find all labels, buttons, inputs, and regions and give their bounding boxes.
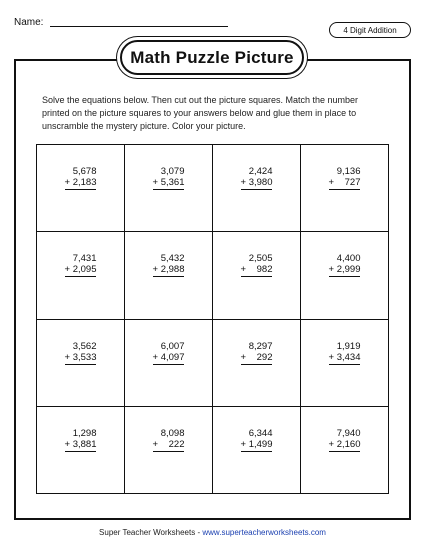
- problem-cell: [125, 145, 213, 232]
- addend-bottom: + 292: [240, 351, 273, 363]
- problem-stack: [241, 428, 273, 452]
- footer-url[interactable]: www.superteacherworksheets.com: [202, 528, 326, 537]
- addend-top: 4,400: [336, 253, 361, 265]
- problem-cell: [125, 407, 213, 494]
- problem-cell: [37, 320, 125, 407]
- addend-top: 3,079: [160, 166, 185, 177]
- addend-bottom: + 2,183: [64, 177, 97, 188]
- addend-bottom: + 982: [240, 264, 273, 276]
- addend-bottom: + 2,999: [328, 264, 361, 276]
- page-title: Math Puzzle Picture: [130, 47, 294, 67]
- problem-stack: [65, 253, 97, 277]
- addition-problem: [213, 428, 300, 452]
- problem-cell: [213, 407, 301, 494]
- addend-bottom: + 2,988: [152, 264, 185, 276]
- addition-problem: [125, 341, 212, 365]
- problem-cell: [213, 320, 301, 407]
- addend-top: 6,007: [160, 340, 185, 352]
- addend-top: 6,344: [248, 427, 273, 439]
- topic-badge: 4 Digit Addition: [329, 22, 411, 38]
- addition-problem: [301, 253, 388, 277]
- problem-stack: [153, 428, 185, 452]
- addition-problem: [213, 341, 300, 365]
- problem-stack: [329, 166, 361, 190]
- problem-cell: [301, 407, 389, 494]
- addend-bottom: + 3,881: [64, 438, 97, 450]
- name-row: [14, 17, 228, 28]
- name-label: Name:: [14, 17, 44, 28]
- addition-problem: [125, 166, 212, 190]
- addend-top: 1,919: [336, 340, 361, 352]
- problem-cell: [37, 145, 125, 232]
- problem-cell: [37, 232, 125, 319]
- problem-stack: [329, 428, 361, 452]
- addition-problem: [37, 253, 124, 277]
- addition-problem: [301, 428, 388, 452]
- addition-problem: [37, 166, 124, 190]
- problem-grid: [36, 144, 389, 494]
- problem-stack: [153, 341, 185, 365]
- addend-bottom: + 3,434: [328, 351, 361, 363]
- footer: [0, 528, 425, 537]
- addend-top: 5,432: [160, 253, 185, 265]
- addend-top: 3,562: [72, 340, 97, 352]
- problem-stack: [153, 166, 185, 190]
- problem-stack: [65, 341, 97, 365]
- problem-stack: [153, 253, 185, 277]
- addend-bottom: + 4,097: [152, 351, 185, 363]
- problem-cell: [37, 407, 125, 494]
- problem-stack: [329, 341, 361, 365]
- problem-cell: [125, 320, 213, 407]
- problem-cell: [213, 145, 301, 232]
- addend-top: 8,297: [248, 340, 273, 352]
- addend-bottom: + 2,160: [328, 438, 361, 450]
- problem-stack: [241, 253, 273, 277]
- addend-top: 2,424: [248, 166, 273, 177]
- problem-cell: [213, 232, 301, 319]
- addend-top: 7,431: [72, 253, 97, 265]
- addend-top: 9,136: [336, 166, 361, 177]
- addition-problem: [301, 341, 388, 365]
- problem-stack: [65, 166, 97, 190]
- addend-top: 2,505: [248, 253, 273, 265]
- addition-problem: [37, 428, 124, 452]
- addition-problem: [213, 253, 300, 277]
- problem-stack: [241, 166, 273, 190]
- title-box: [120, 40, 304, 75]
- name-line[interactable]: [50, 25, 228, 27]
- problem-cell: [125, 232, 213, 319]
- instructions: Solve the equations below. Then cut out the picture squares. Match the number printed on the picture squares to your answers below and glue them in place to unscramble the mystery picture. Color your picture.: [42, 95, 359, 131]
- problem-stack: [65, 428, 97, 452]
- addition-problem: [125, 428, 212, 452]
- addend-bottom: + 3,533: [64, 351, 97, 363]
- addition-problem: [213, 166, 300, 190]
- addend-bottom: + 1,499: [240, 438, 273, 450]
- problem-cell: [301, 232, 389, 319]
- addend-top: 1,298: [72, 427, 97, 439]
- footer-separator: -: [195, 528, 203, 537]
- addition-problem: [301, 166, 388, 190]
- addend-top: 8,098: [160, 427, 185, 439]
- problem-stack: [241, 341, 273, 365]
- addition-problem: [37, 341, 124, 365]
- addition-problem: [125, 253, 212, 277]
- addend-bottom: + 727: [328, 177, 361, 188]
- footer-site-name: Super Teacher Worksheets: [99, 528, 196, 537]
- addend-bottom: + 222: [152, 438, 185, 450]
- addend-bottom: + 5,361: [152, 177, 185, 188]
- addend-top: 7,940: [336, 427, 361, 439]
- addend-bottom: + 3,980: [240, 177, 273, 188]
- addend-bottom: + 2,095: [64, 264, 97, 276]
- problem-cell: [301, 145, 389, 232]
- problem-stack: [329, 253, 361, 277]
- addend-top: 5,678: [72, 166, 97, 177]
- problem-cell: [301, 320, 389, 407]
